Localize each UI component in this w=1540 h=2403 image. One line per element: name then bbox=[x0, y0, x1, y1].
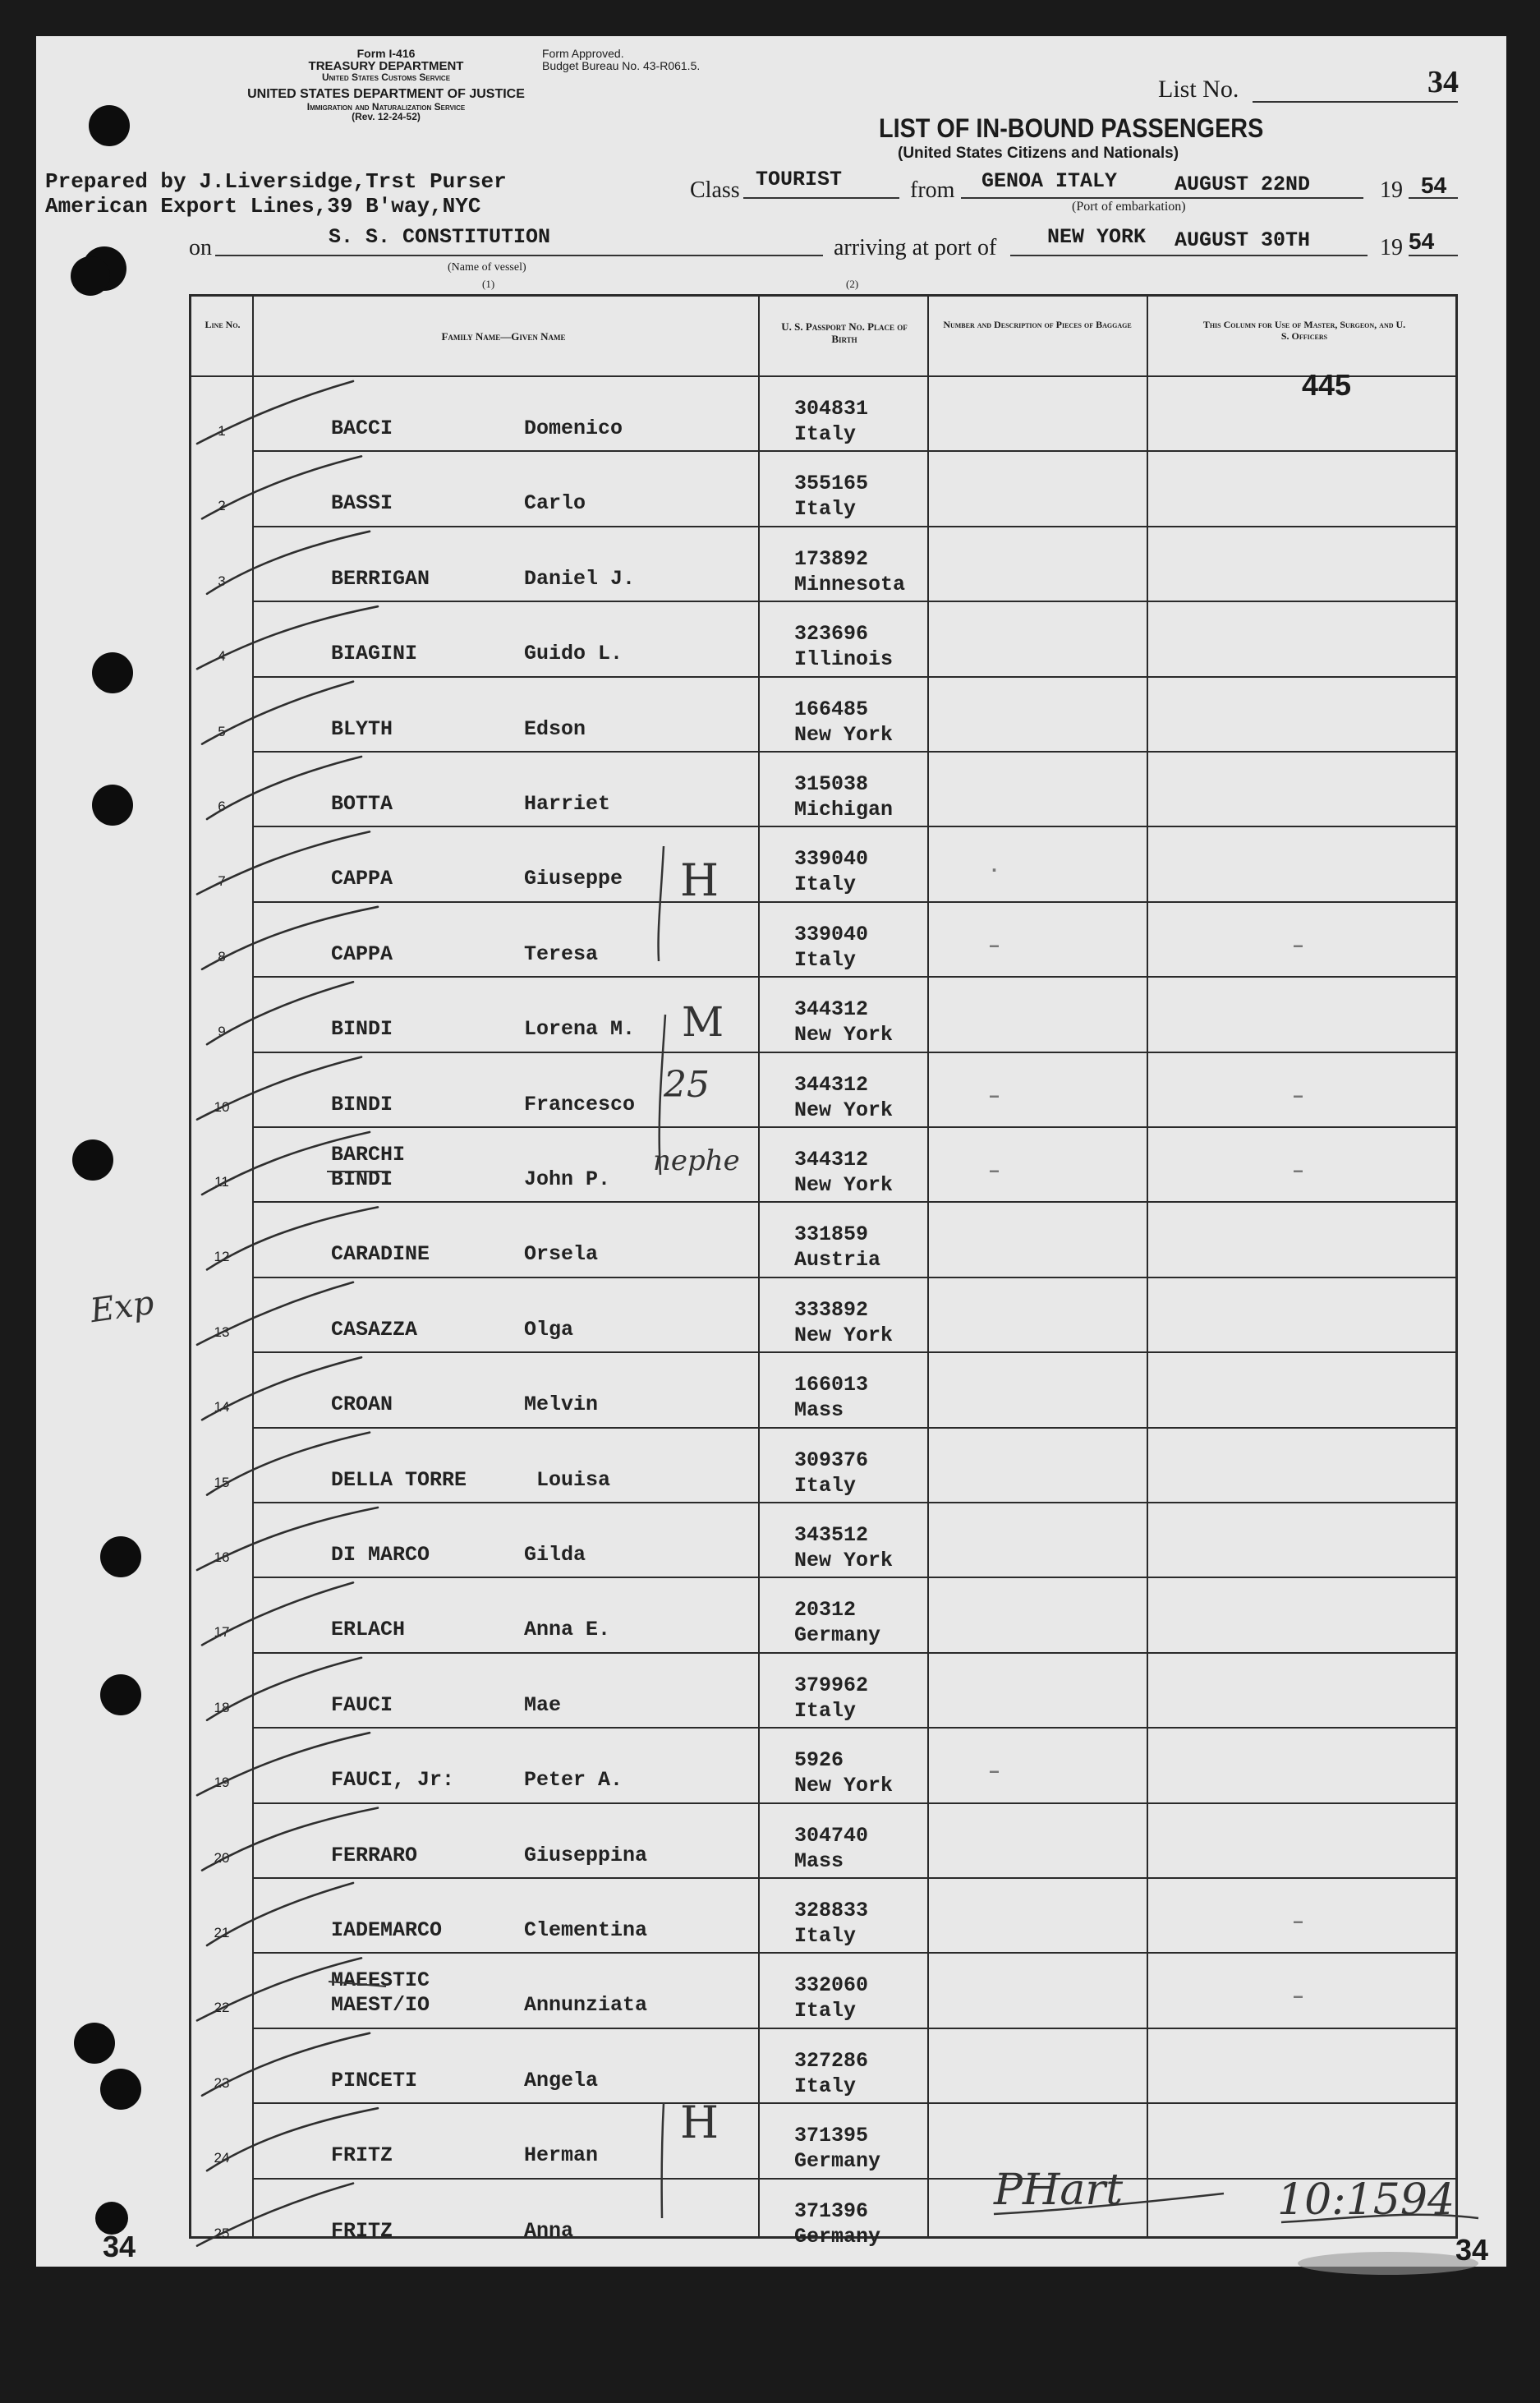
passport-number: 343512 bbox=[794, 1523, 869, 1547]
place-of-birth: Italy bbox=[794, 497, 857, 522]
passport-number: 309376 bbox=[794, 1448, 869, 1472]
check-mark bbox=[202, 682, 353, 744]
family-name: CAPPA bbox=[331, 941, 393, 966]
check-mark bbox=[207, 757, 361, 819]
place-of-birth: New York bbox=[794, 1323, 894, 1347]
document-title: LIST OF IN-BOUND PASSENGERS bbox=[879, 113, 1264, 143]
check-mark bbox=[202, 1808, 378, 1871]
family-name: DELLA TORRE bbox=[331, 1467, 467, 1492]
family-name: BLYTH bbox=[331, 716, 393, 741]
place-of-birth: Italy bbox=[794, 1924, 857, 1948]
officer-mark: – bbox=[1292, 1910, 1305, 1934]
treasury-department: TREASURY DEPARTMENT bbox=[308, 58, 464, 73]
line-number: 19 bbox=[214, 1775, 230, 1791]
passport-number: 355165 bbox=[794, 472, 869, 496]
class-label: Class bbox=[690, 177, 740, 203]
line-number: 11 bbox=[214, 1174, 229, 1190]
given-name: Gilda bbox=[524, 1543, 586, 1567]
given-name: Anna bbox=[524, 2218, 574, 2243]
check-mark bbox=[207, 1883, 353, 1945]
line-number: 13 bbox=[214, 1323, 230, 1340]
given-name: Louisa bbox=[536, 1467, 611, 1492]
check-mark bbox=[202, 1582, 353, 1645]
prepared-by: Prepared by J.Liversidge,Trst Purser bbox=[45, 169, 507, 194]
place-of-birth: Germany bbox=[794, 2149, 881, 2174]
arrival-year: 54 bbox=[1409, 228, 1435, 254]
line-number: 7 bbox=[218, 873, 226, 890]
vessel-column-number: (1) bbox=[482, 278, 495, 290]
column-header-baggage: Number and Description of Pieces of Baggage bbox=[943, 319, 1132, 330]
check-mark bbox=[197, 1057, 361, 1120]
check-mark bbox=[197, 1958, 361, 2020]
family-name: FAUCI, Jr: bbox=[331, 1768, 455, 1793]
row9-annotation: M bbox=[682, 998, 724, 1046]
given-name: Lorena M. bbox=[524, 1017, 636, 1042]
check-mark bbox=[197, 381, 353, 444]
passport-number: 20312 bbox=[794, 1598, 857, 1623]
arrival-year-prefix: 19 bbox=[1380, 235, 1403, 260]
name-correction: MAEESTIC bbox=[331, 1968, 430, 1993]
family-name: BINDI bbox=[331, 1167, 393, 1191]
vessel-caption: (Name of vessel) bbox=[448, 261, 526, 274]
passport-number: 371396 bbox=[794, 2198, 869, 2223]
passport-number: 5926 bbox=[794, 1748, 844, 1773]
line-number: 6 bbox=[218, 799, 226, 814]
family-name: BASSI bbox=[331, 491, 393, 516]
given-name: Clementina bbox=[524, 1918, 648, 1942]
on-label: on bbox=[189, 235, 212, 260]
given-name: Edson bbox=[524, 716, 586, 741]
passport-number: 327286 bbox=[794, 2048, 869, 2073]
officer-mark: – bbox=[1292, 1084, 1305, 1108]
place-of-birth: Italy bbox=[794, 947, 857, 972]
line-number: 5 bbox=[218, 723, 226, 739]
line-number: 10 bbox=[214, 1098, 230, 1115]
passport-number: 339040 bbox=[794, 922, 869, 946]
column-header-officers: This Column for Use of Master, Surgeon, and U. S. Officers bbox=[1202, 319, 1406, 342]
line-number: 12 bbox=[214, 1249, 230, 1265]
given-name: Peter A. bbox=[524, 1768, 623, 1793]
officer-mark: – bbox=[1292, 933, 1305, 958]
place-of-birth: New York bbox=[794, 1774, 894, 1798]
check-mark bbox=[197, 2184, 353, 2246]
check-mark bbox=[207, 1207, 378, 1269]
budget-bureau: Budget Bureau No. 43-R061.5. bbox=[542, 58, 701, 72]
passport-number: 379962 bbox=[794, 1673, 869, 1697]
passport-number: 173892 bbox=[794, 546, 869, 571]
row10-annotation: 25 bbox=[664, 1064, 710, 1106]
revision: (Rev. 12-24-52) bbox=[352, 111, 421, 123]
given-name: Mae bbox=[524, 1692, 562, 1717]
place-of-birth: Mass bbox=[794, 1398, 844, 1423]
place-of-birth: Italy bbox=[794, 872, 857, 897]
family-name: BINDI bbox=[331, 1017, 393, 1042]
arriving-label: arriving at port of bbox=[834, 235, 997, 260]
form-approved: Form Approved. bbox=[542, 47, 624, 60]
family-name: FERRARO bbox=[331, 1843, 418, 1867]
check-mark bbox=[197, 1508, 378, 1570]
officer-signature: PHart bbox=[994, 2166, 1124, 2215]
given-name: Orsela bbox=[524, 1242, 599, 1267]
family-name: BERRIGAN bbox=[331, 566, 430, 591]
page-number-left: 34 bbox=[103, 2230, 136, 2263]
baggage-mark: · bbox=[988, 859, 1001, 883]
row7-annotation: H bbox=[680, 854, 719, 906]
place-of-birth: Illinois bbox=[794, 647, 894, 672]
place-of-birth: Minnesota bbox=[794, 572, 906, 596]
column-header-line-no: Line No. bbox=[205, 319, 241, 330]
check-mark bbox=[207, 532, 370, 594]
check-mark bbox=[202, 1132, 370, 1195]
line-number: 16 bbox=[214, 1549, 230, 1565]
passport-number: 344312 bbox=[794, 1148, 869, 1172]
family-name: BINDI bbox=[331, 1092, 393, 1116]
officer-reference-number: 445 bbox=[1302, 368, 1352, 402]
handwritten-reference-number: 10:1594 bbox=[1277, 2175, 1455, 2225]
given-name: Carlo bbox=[524, 491, 586, 516]
departure-year: 54 bbox=[1421, 173, 1447, 198]
family-name: DI MARCO bbox=[331, 1543, 430, 1567]
given-name: Herman bbox=[524, 2143, 599, 2168]
line-number: 23 bbox=[214, 2074, 230, 2091]
line-number: 8 bbox=[218, 948, 226, 964]
form-number: Form I-416 bbox=[356, 47, 416, 60]
department-of-justice: UNITED STATES DEPARTMENT OF JUSTICE bbox=[247, 87, 525, 102]
place-of-birth: Italy bbox=[794, 2074, 857, 2098]
line-number: 25 bbox=[214, 2225, 230, 2241]
check-mark bbox=[202, 2033, 370, 2096]
check-mark bbox=[202, 456, 361, 518]
baggage-mark: – bbox=[988, 933, 1001, 958]
check-mark bbox=[207, 1658, 361, 1720]
line-number: 2 bbox=[218, 498, 226, 514]
place-of-birth: Italy bbox=[794, 422, 857, 446]
place-of-birth: Michigan bbox=[794, 798, 894, 822]
given-name: Guido L. bbox=[524, 642, 623, 666]
family-name: ERLACH bbox=[331, 1618, 406, 1642]
list-no-label: List No. bbox=[1158, 76, 1239, 103]
given-name: Olga bbox=[524, 1317, 574, 1342]
name-correction: BARCHI bbox=[331, 1143, 406, 1167]
given-name: Francesco bbox=[524, 1092, 636, 1116]
shipping-line: American Export Lines,39 B'way,NYC bbox=[45, 194, 481, 219]
line-number: 20 bbox=[214, 1849, 230, 1866]
line-number: 18 bbox=[214, 1699, 230, 1715]
line-number: 15 bbox=[214, 1474, 230, 1490]
place-of-birth: Austria bbox=[794, 1248, 881, 1273]
check-mark bbox=[197, 1733, 370, 1795]
page-number-right: 34 bbox=[1455, 2233, 1489, 2267]
check-mark bbox=[207, 982, 353, 1044]
margin-annotation: Exp bbox=[88, 1283, 157, 1331]
family-name: CASAZZA bbox=[331, 1317, 418, 1342]
line-number: 4 bbox=[218, 648, 226, 665]
given-name: Daniel J. bbox=[524, 566, 636, 591]
departure-date: AUGUST 22ND bbox=[1175, 173, 1311, 196]
passport-number: 331859 bbox=[794, 1222, 869, 1247]
passport-number: 344312 bbox=[794, 1072, 869, 1097]
family-name: FAUCI bbox=[331, 1692, 393, 1717]
given-name: Harriet bbox=[524, 792, 611, 816]
passport-number: 328833 bbox=[794, 1899, 869, 1922]
document-subtitle: (United States Citizens and Nationals) bbox=[898, 145, 1179, 162]
passport-number: 304831 bbox=[794, 397, 869, 421]
baggage-mark: – bbox=[988, 1084, 1001, 1108]
place-of-birth: New York bbox=[794, 1098, 894, 1122]
passport-number: 339040 bbox=[794, 847, 869, 872]
given-name: John P. bbox=[524, 1167, 611, 1191]
year-prefix: 19 bbox=[1380, 177, 1403, 203]
line-number: 22 bbox=[214, 2000, 230, 2016]
given-name: Angela bbox=[524, 2068, 599, 2092]
given-name: Domenico bbox=[524, 417, 623, 440]
passport-number: 315038 bbox=[794, 772, 869, 796]
family-name: PINCETI bbox=[331, 2068, 418, 2092]
given-name: Teresa bbox=[524, 941, 599, 966]
from-label: from bbox=[910, 177, 955, 203]
place-of-birth: Germany bbox=[794, 1623, 881, 1648]
ins-label: Immigration and Naturalization Service bbox=[306, 100, 466, 113]
family-name: CAPPA bbox=[331, 867, 393, 891]
given-name: Annunziata bbox=[524, 1993, 648, 2018]
check-mark bbox=[202, 907, 378, 969]
passport-number: 323696 bbox=[794, 622, 869, 647]
row11-annotation: nephe bbox=[653, 1144, 740, 1177]
passport-number: 166485 bbox=[794, 697, 869, 721]
baggage-mark: – bbox=[988, 1760, 1001, 1784]
family-name: BOTTA bbox=[331, 792, 393, 816]
family-name: FRITZ bbox=[331, 2218, 393, 2243]
check-mark bbox=[207, 2108, 378, 2171]
place-of-birth: Italy bbox=[794, 1473, 857, 1498]
family-name: IADEMARCO bbox=[331, 1918, 443, 1942]
place-of-birth: New York bbox=[794, 1173, 894, 1197]
line-number: 1 bbox=[218, 423, 226, 439]
check-mark bbox=[197, 831, 370, 894]
given-name: Giuseppe bbox=[524, 867, 623, 891]
class-value: TOURIST bbox=[756, 168, 843, 191]
officer-mark: – bbox=[1292, 1985, 1305, 2009]
passport-number: 371395 bbox=[794, 2124, 869, 2148]
family-name: BACCI bbox=[331, 417, 393, 440]
family-name: FRITZ bbox=[331, 2143, 393, 2168]
officer-mark: – bbox=[1292, 1159, 1305, 1183]
passport-number: 344312 bbox=[794, 997, 869, 1022]
passport-number: 304740 bbox=[794, 1823, 869, 1848]
family-name: BIAGINI bbox=[331, 642, 418, 666]
row24-annotation: H bbox=[680, 2097, 719, 2148]
list-number: 34 bbox=[1427, 65, 1459, 99]
place-of-birth: New York bbox=[794, 722, 894, 747]
line-number: 24 bbox=[214, 2150, 230, 2166]
family-name: CARADINE bbox=[331, 1242, 430, 1267]
place-of-birth: Germany bbox=[794, 2224, 881, 2249]
given-name: Giuseppina bbox=[524, 1843, 648, 1867]
column-header-passport: U. S. Passport No. Place of Birth bbox=[781, 320, 908, 345]
passport-number: 166013 bbox=[794, 1373, 869, 1397]
baggage-mark: – bbox=[988, 1159, 1001, 1183]
check-mark bbox=[207, 1433, 370, 1495]
family-name: CROAN bbox=[331, 1393, 393, 1417]
port-embark-caption: (Port of embarkation) bbox=[1072, 200, 1186, 214]
arrival-port: NEW YORK bbox=[1047, 225, 1147, 249]
given-name: Anna E. bbox=[524, 1618, 611, 1642]
passport-number: 332060 bbox=[794, 1973, 869, 1998]
port-of-embarkation: GENOA ITALY bbox=[981, 169, 1118, 193]
place-of-birth: New York bbox=[794, 1023, 894, 1047]
vessel-name: S. S. CONSTITUTION bbox=[329, 225, 551, 249]
line-number: 21 bbox=[214, 1925, 230, 1940]
line-number: 14 bbox=[214, 1399, 230, 1416]
passport-number: 333892 bbox=[794, 1297, 869, 1322]
arrival-date: AUGUST 30TH bbox=[1175, 228, 1311, 252]
check-mark bbox=[197, 1282, 353, 1345]
passport-column-number: (2) bbox=[846, 278, 859, 290]
check-mark bbox=[197, 606, 378, 669]
place-of-birth: Italy bbox=[794, 1999, 857, 2023]
place-of-birth: New York bbox=[794, 1549, 894, 1572]
customs-service: United States Customs Service bbox=[321, 71, 451, 84]
line-number: 9 bbox=[218, 1024, 226, 1040]
given-name: Melvin bbox=[524, 1393, 599, 1417]
line-number: 17 bbox=[214, 1624, 230, 1641]
line-number: 3 bbox=[218, 573, 226, 589]
place-of-birth: Mass bbox=[794, 1848, 844, 1873]
family-name: MAEST/IO bbox=[331, 1993, 430, 2018]
column-header-name: Family Name—Given Name bbox=[441, 330, 566, 343]
place-of-birth: Italy bbox=[794, 1698, 857, 1723]
check-mark bbox=[202, 1357, 361, 1420]
